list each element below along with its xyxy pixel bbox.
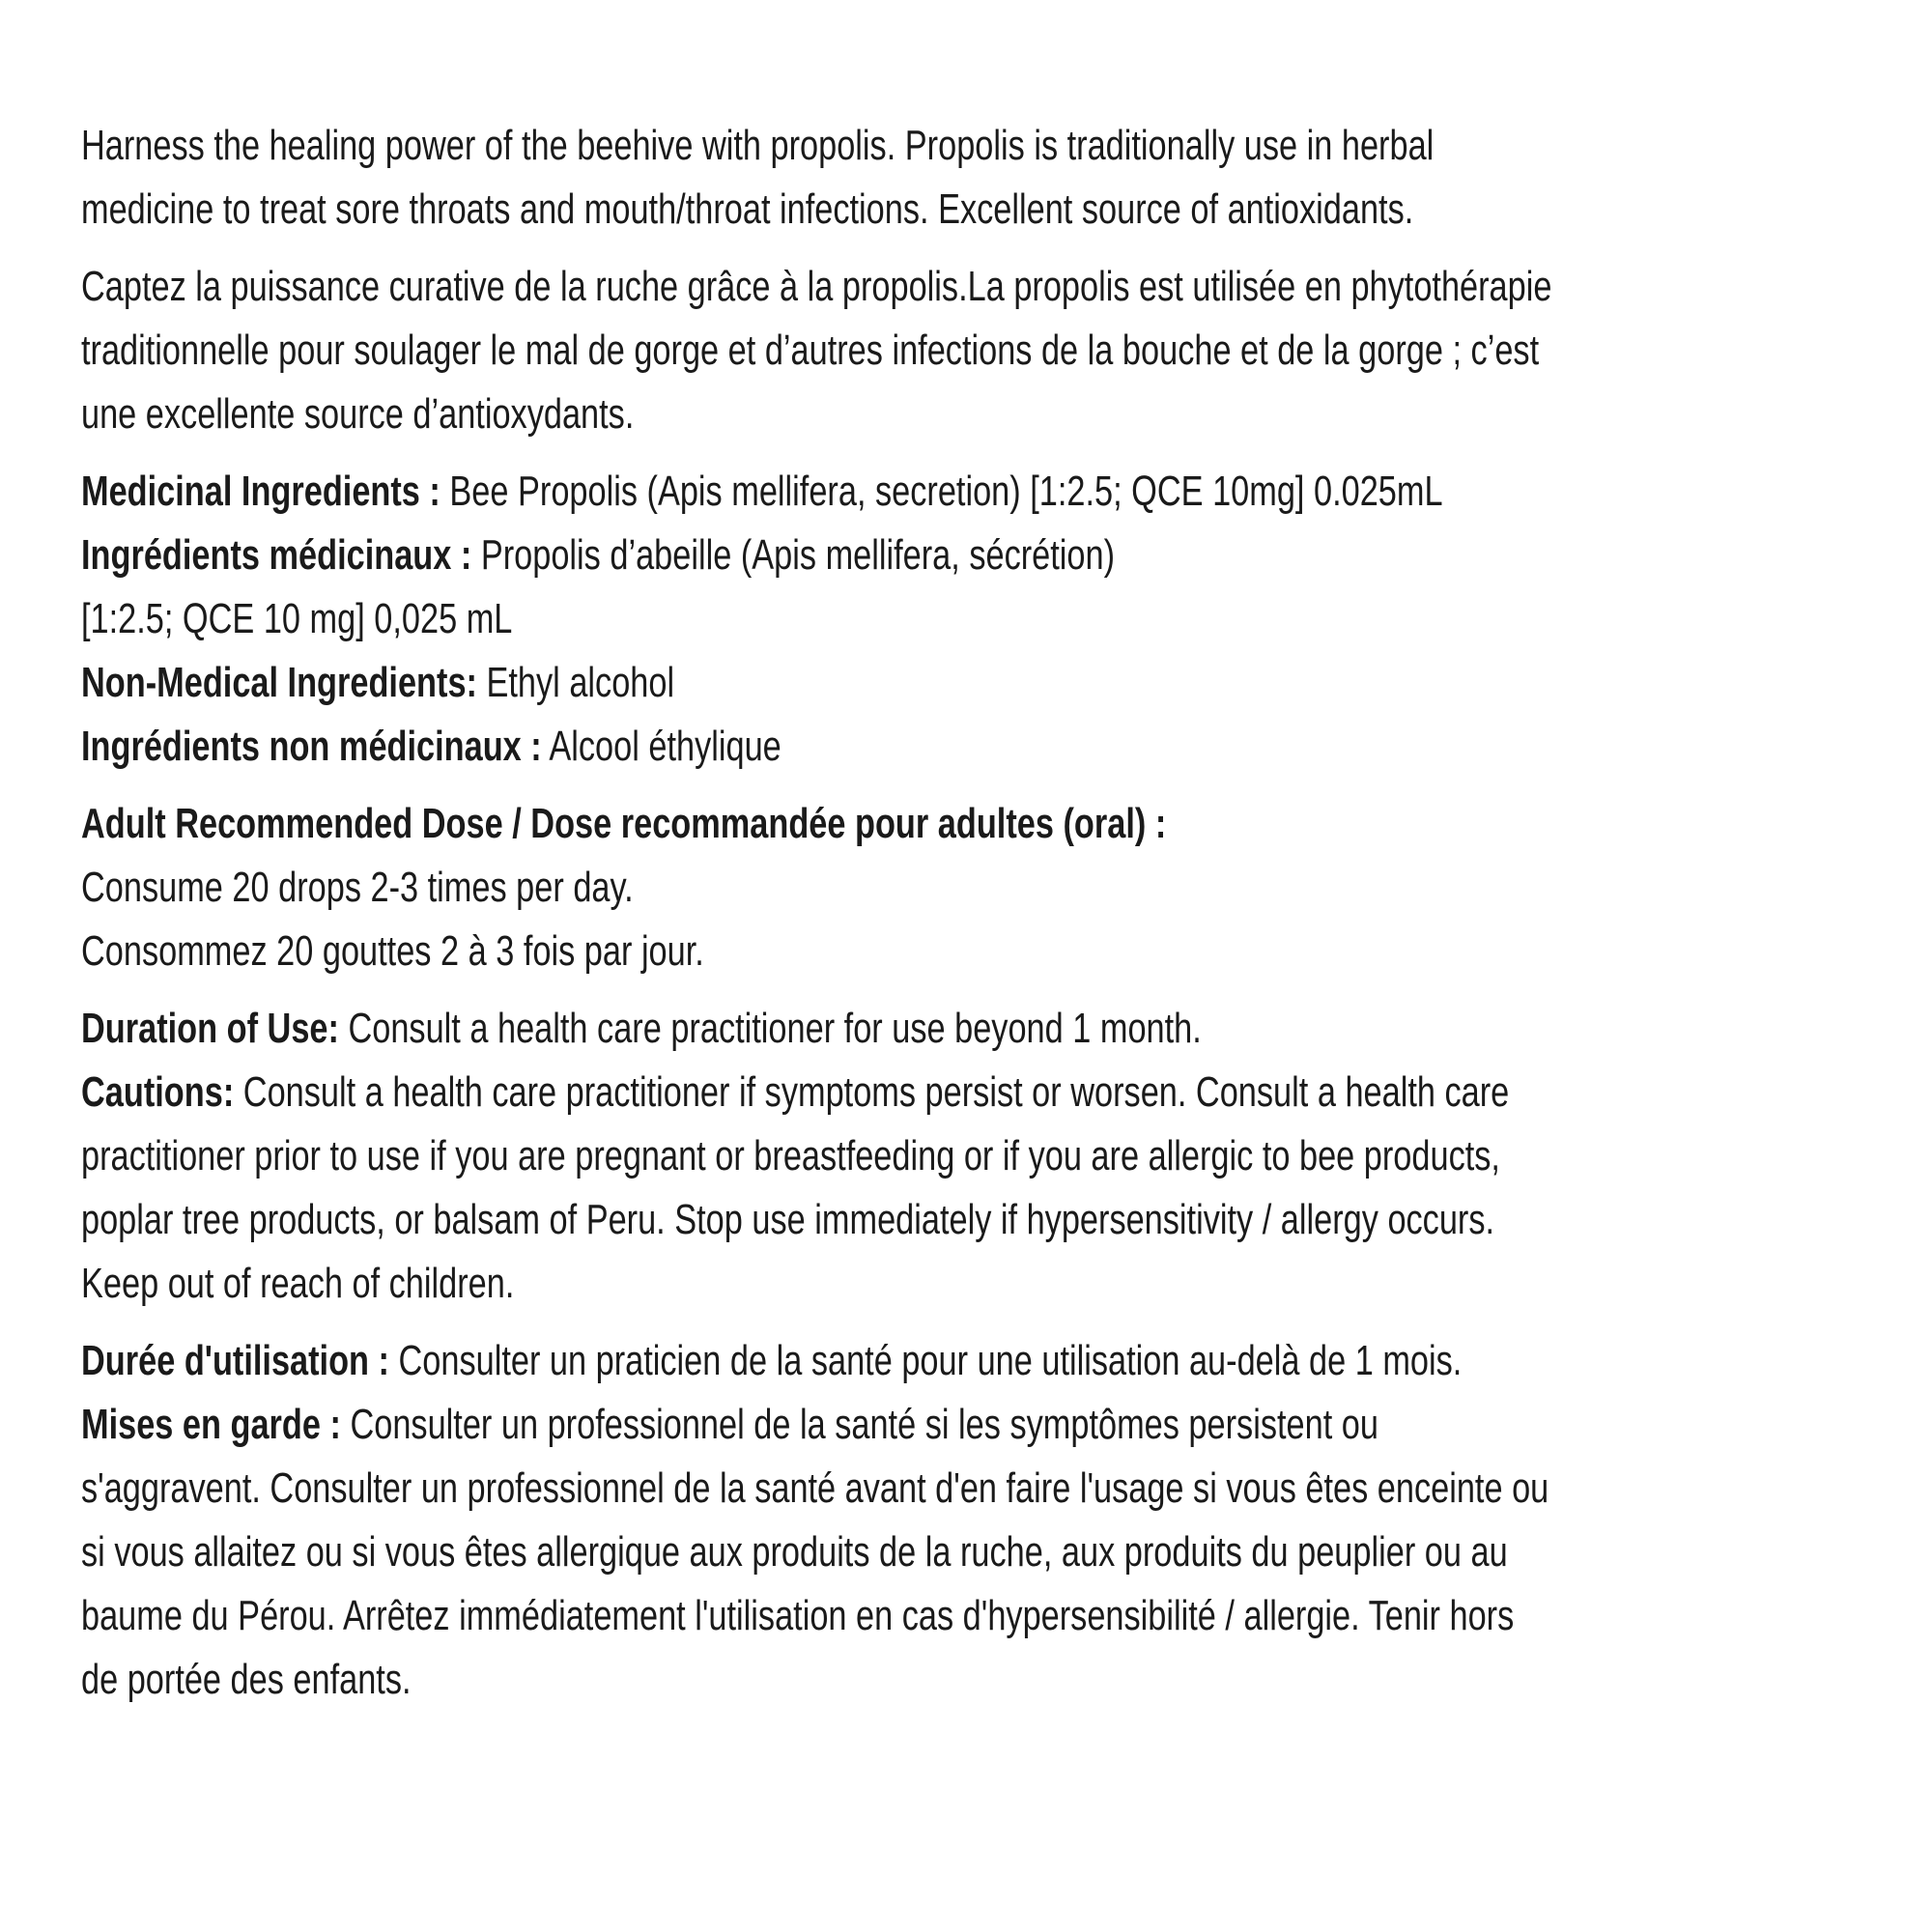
use-cautions-english (81, 997, 1510, 1316)
dose-french: Consommez 20 gouttes 2 à 3 fois par jour. (81, 927, 704, 975)
cautions-fr-text: Consulter un professionnel de la santé si les symptômes persistent ou (340, 1401, 1378, 1448)
duration-of-use-en-value: Consult a health care practitioner for use beyond 1 month. (338, 1005, 1202, 1052)
duration-of-use-en (81, 997, 1497, 1061)
medicinal-ingredients-fr (81, 524, 1497, 587)
medicinal-ingredients-fr-value: Propolis d’abeille (Apis mellifera, sécrétion) (471, 531, 1116, 579)
ingredients-section (81, 460, 1497, 779)
non-medicinal-ingredients-fr-label: Ingrédients non médicinaux : (81, 723, 542, 770)
duration-of-use-en-label: Duration of Use: (81, 1005, 339, 1052)
intro-french-line: traditionnelle pour soulager le mal de gorge et d’autres infections de la bouche et de la gorge ; c’est (81, 327, 1540, 374)
duration-of-use-fr-label: Durée d'utilisation : (81, 1337, 389, 1384)
intro-french-line: Captez la puissance curative de la ruche grâce à la propolis.La propolis est utilisée en phytothérapie (81, 263, 1552, 310)
non-medicinal-ingredients-en (81, 651, 1497, 715)
cautions-en-line: poplar tree products, or balsam of Peru. Stop use immediately if hypersensitivity / allergy occurs. (81, 1196, 1495, 1243)
duration-of-use-fr-value: Consulter un praticien de la santé pour une utilisation au-delà de 1 mois. (388, 1337, 1463, 1384)
dose-english: Consume 20 drops 2-3 times per day. (81, 864, 634, 911)
cautions-fr-line: s'aggravent. Consulter un professionnel de la santé avant d'en faire l'usage si vous êtes enceinte ou (81, 1464, 1549, 1512)
dose-heading: Adult Recommended Dose / Dose recommandée pour adultes (oral) : (81, 800, 1167, 847)
cautions-en-line: practitioner prior to use if you are pregnant or breastfeeding or if you are allergic to bee products, (81, 1132, 1500, 1179)
intro-english-line: Harness the healing power of the beehive with propolis. Propolis is traditionally use in herbal (81, 122, 1435, 169)
cautions-en (81, 1061, 1510, 1124)
cautions-fr-line: si vous allaitez ou si vous êtes allergique aux produits de la ruche, aux produits du peuplier ou au (81, 1528, 1508, 1576)
non-medicinal-ingredients-en-label: Non-Medical Ingredients: (81, 659, 477, 706)
medicinal-ingredients-en (81, 460, 1497, 524)
product-label-text (81, 114, 1552, 1725)
cautions-fr-line: baume du Pérou. Arrêtez immédiatement l'utilisation en cas d'hypersensibilité / allergie. Tenir hors (81, 1592, 1515, 1639)
cautions-fr-line: de portée des enfants. (81, 1656, 412, 1703)
duration-of-use-fr (81, 1329, 1497, 1393)
cautions-en-text: Consult a health care practitioner if symptoms persist or worsen. Consult a health care (234, 1068, 1510, 1116)
intro-english (81, 114, 1497, 242)
medicinal-ingredients-fr-value-cont: [1:2.5; QCE 10 mg] 0,025 mL (81, 595, 513, 642)
intro-french (81, 255, 1552, 446)
cautions-en-label: Cautions: (81, 1068, 235, 1116)
non-medicinal-ingredients-en-value: Ethyl alcohol (476, 659, 675, 706)
intro-french-line: une excellente source d’antioxydants. (81, 390, 635, 438)
cautions-fr-label: Mises en garde : (81, 1401, 341, 1448)
cautions-en-line: Keep out of reach of children. (81, 1260, 515, 1307)
non-medicinal-ingredients-fr-value: Alcool éthylique (541, 723, 781, 770)
medicinal-ingredients-en-label: Medicinal Ingredients : (81, 468, 440, 515)
medicinal-ingredients-en-value: Bee Propolis (Apis mellifera, secretion) [1:2.5; QCE 10mg] 0.025mL (440, 468, 1443, 515)
dose-section (81, 792, 1497, 983)
cautions-fr (81, 1393, 1497, 1457)
use-cautions-french (81, 1329, 1549, 1712)
non-medicinal-ingredients-fr (81, 715, 1497, 779)
medicinal-ingredients-fr-label: Ingrédients médicinaux : (81, 531, 472, 579)
intro-english-line: medicine to treat sore throats and mouth/throat infections. Excellent source of antioxidants. (81, 185, 1414, 233)
